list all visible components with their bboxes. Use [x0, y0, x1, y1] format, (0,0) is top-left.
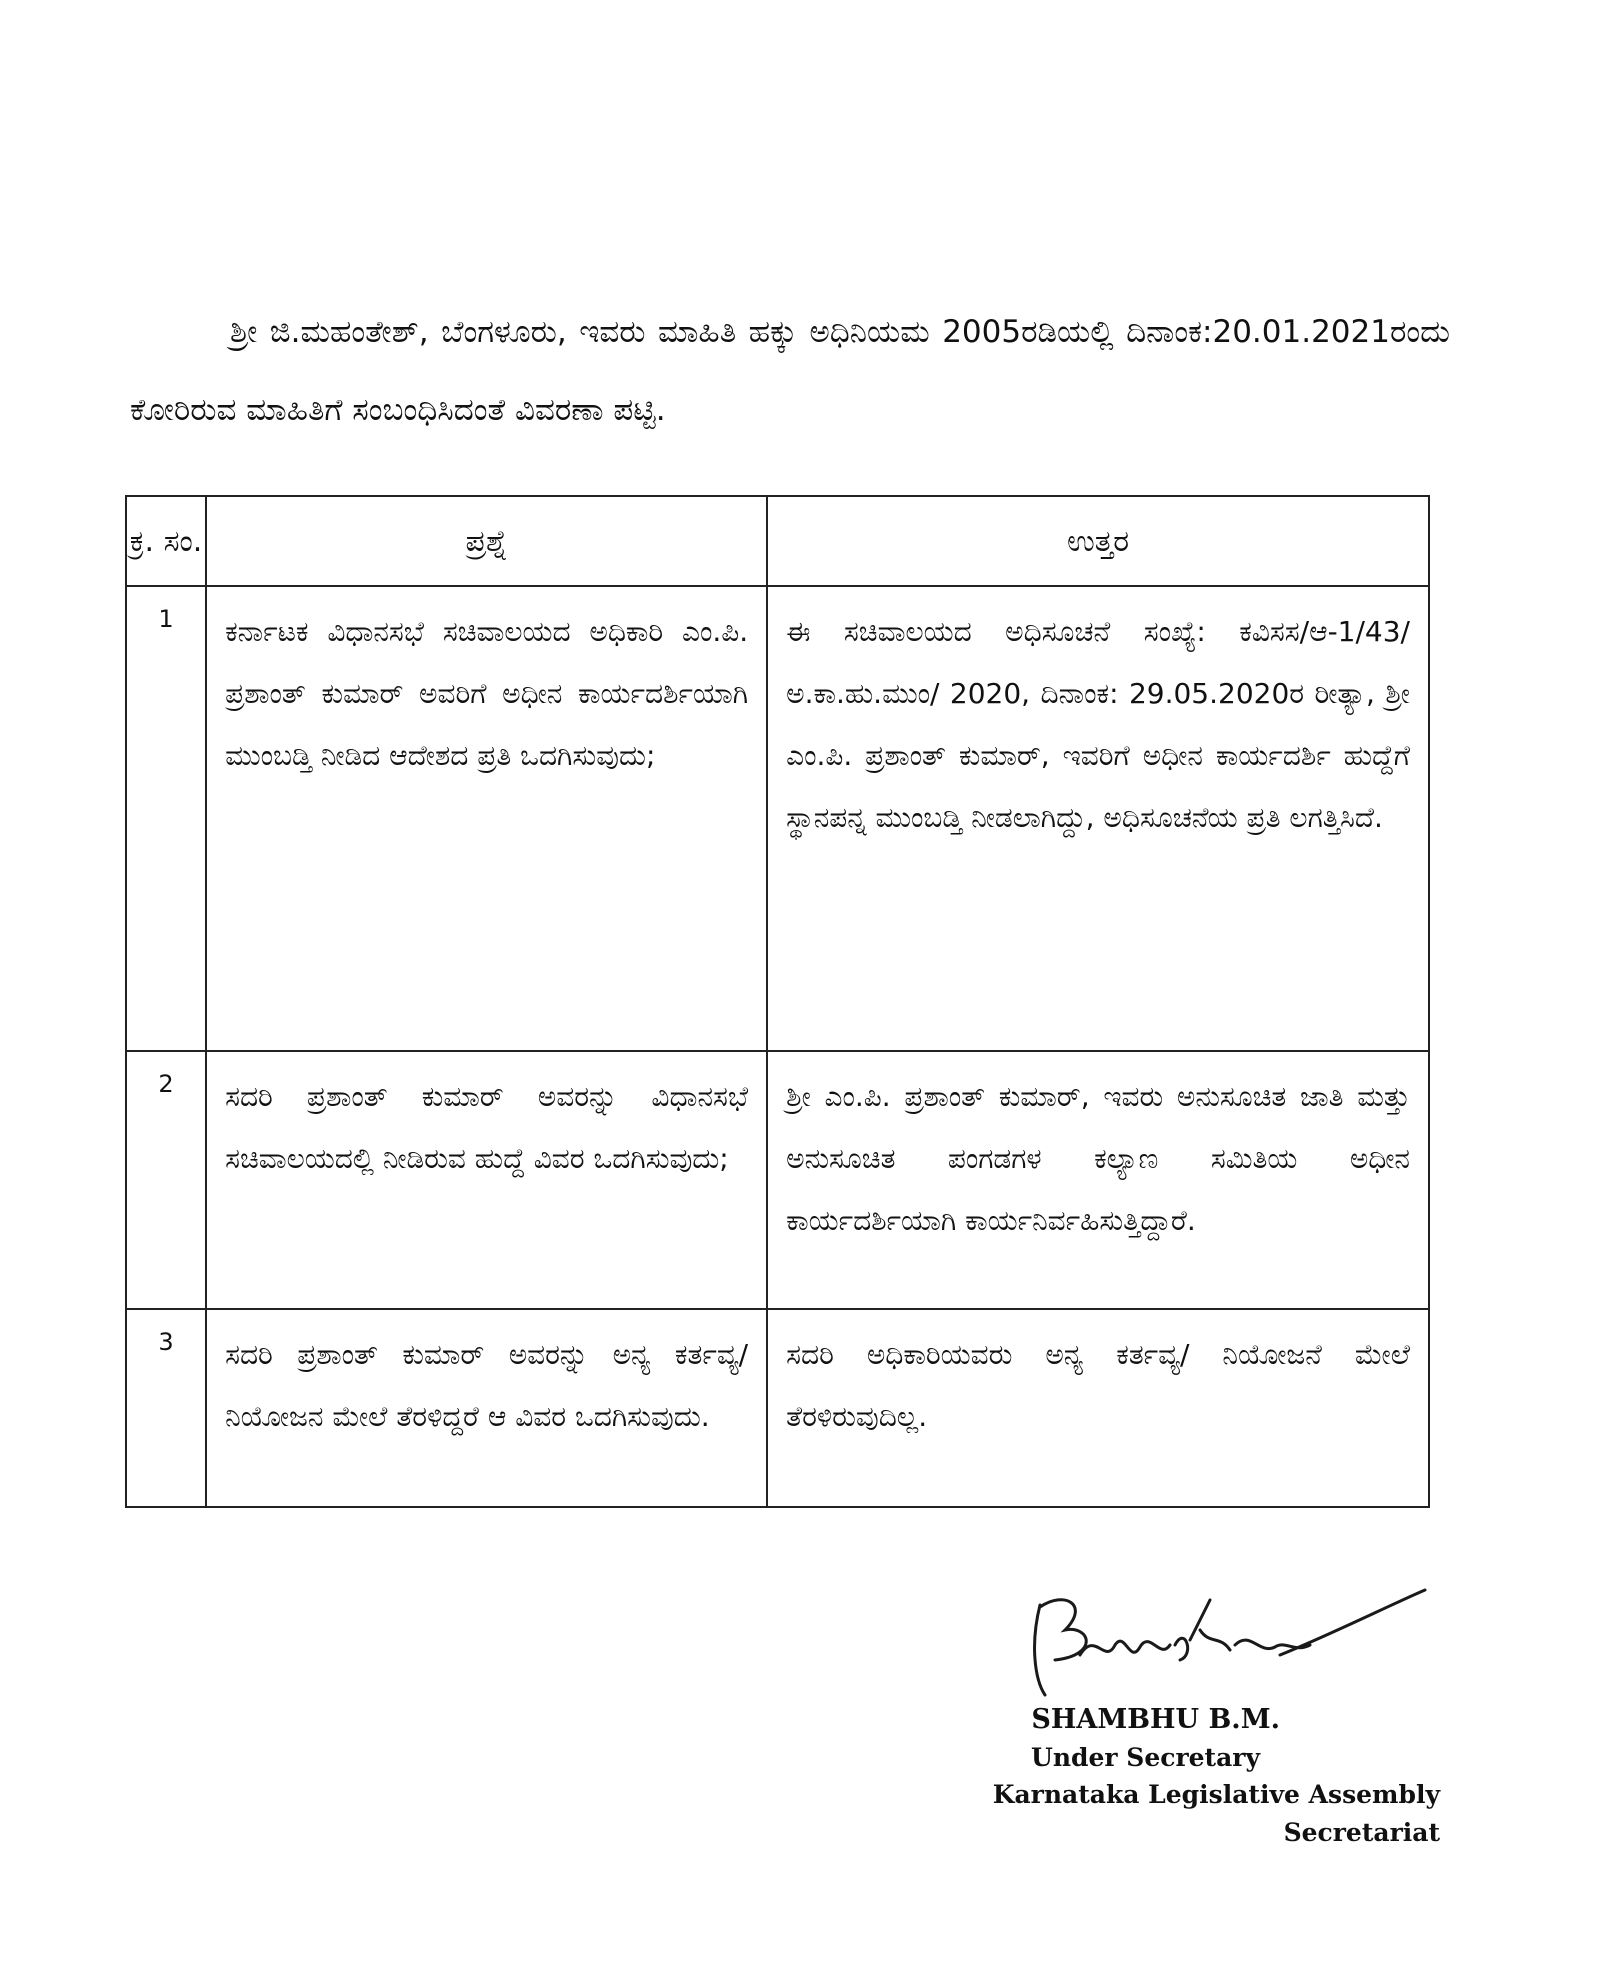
- row-serial-number: 1: [126, 586, 206, 1051]
- row-serial-number: 2: [126, 1051, 206, 1309]
- table-row: [126, 1051, 1429, 1309]
- signatory-name: SHAMBHU B.M.: [1031, 1704, 1280, 1735]
- header-answer: ಉತ್ತರ: [767, 496, 1429, 586]
- row-question: ಸದರಿ ಪ್ರಶಾಂತ್ ಕುಮಾರ್ ಅವರನ್ನು ಅನ್ಯ ಕರ್ತವ್ಯ/ ನಿಯೋಜನ ಮೇಲೆ ತೆರಳಿದ್ದರೆ ಆ ವಿವರ ಒದಗಿಸುವುದು.: [206, 1309, 767, 1507]
- intro-paragraph: ಶ್ರೀ ಜಿ.ಮಹಂತೇಶ್, ಬೆಂಗಳೂರು, ಇವರು ಮಾಹಿತಿ ಹಕ್ಕು ಅಧಿನಿಯಮ 2005ರಡಿಯಲ್ಲಿ ದಿನಾಂಕ:20.01.2021ರಂದು ಕೋರಿರುವ ಮಾಹಿತಿಗೆ ಸಂಬಂಧಿಸಿದಂತೆ ವಿವರಣಾ ಪಟ್ಟಿ.: [130, 314, 1450, 428]
- row-answer: ಈ ಸಚಿವಾಲಯದ ಅಧಿಸೂಚನೆ ಸಂಖ್ಯೆ: ಕವಿಸಸ/ಆ-1/43/ಅ.ಕಾ.ಹು.ಮುಂ/ 2020, ದಿನಾಂಕ: 29.05.2020ರ ರೀತ್ಯಾ, ಶ್ರೀ ಎಂ.ಪಿ. ಪ್ರಶಾಂತ್ ಕುಮಾರ್, ಇವರಿಗೆ ಅಧೀನ ಕಾರ್ಯದರ್ಶಿ ಹುದ್ದೆಗೆ ಸ್ಥಾನಪನ್ನ ಮುಂಬಡ್ತಿ ನೀಡಲಾಗಿದ್ದು, ಅಧಿಸೂಚನೆಯ ಪ್ರತಿ ಲಗತ್ತಿಸಿದೆ.: [767, 586, 1429, 1051]
- row-question: ಸದರಿ ಪ್ರಶಾಂತ್ ಕುಮಾರ್ ಅವರನ್ನು ವಿಧಾನಸಭೆ ಸಚಿವಾಲಯದಲ್ಲಿ ನೀಡಿರುವ ಹುದ್ದೆ ವಿವರ ಒದಗಿಸುವುದು;: [206, 1051, 767, 1309]
- row-question: ಕರ್ನಾಟಕ ವಿಧಾನಸಭೆ ಸಚಿವಾಲಯದ ಅಧಿಕಾರಿ ಎಂ.ಪಿ. ಪ್ರಶಾಂತ್ ಕುಮಾರ್ ಅವರಿಗೆ ಅಧೀನ ಕಾರ್ಯದರ್ಶಿಯಾಗಿ ಮುಂಬಡ್ತಿ ನೀಡಿದ ಆದೇಶದ ಪ್ರತಿ ಒದಗಿಸುವುದು;: [206, 586, 767, 1051]
- header-question: ಪ್ರಶ್ನೆ: [206, 496, 767, 586]
- signatory-designation: Under Secretary: [1031, 1743, 1260, 1772]
- table-row: [126, 1309, 1429, 1507]
- row-answer: ಶ್ರೀ ಎಂ.ಪಿ. ಪ್ರಶಾಂತ್ ಕುಮಾರ್, ಇವರು ಅನುಸೂಚಿತ ಜಾತಿ ಮತ್ತು ಅನುಸೂಚಿತ ಪಂಗಡಗಳ ಕಲ್ಯಾಣ ಸಮಿತಿಯ ಅಧೀನ ಕಾರ್ಯದರ್ಶಿಯಾಗಿ ಕಾರ್ಯನಿರ್ವಹಿಸುತ್ತಿದ್ದಾರೆ.: [767, 1051, 1429, 1309]
- header-serial-number: ಕ್ರ. ಸಂ.: [126, 496, 206, 586]
- table-header-row: [126, 496, 1429, 586]
- rti-response-table: [125, 495, 1430, 1508]
- row-answer: ಸದರಿ ಅಧಿಕಾರಿಯವರು ಅನ್ಯ ಕರ್ತವ್ಯ/ ನಿಯೋಜನೆ ಮೇಲೆ ತೆರಳಿರುವುದಿಲ್ಲ.: [767, 1309, 1429, 1507]
- row-serial-number: 3: [126, 1309, 206, 1507]
- signatory-block: [880, 1700, 1440, 1852]
- handwritten-signature: [1010, 1585, 1430, 1715]
- signatory-office: Karnataka Legislative Assembly Secretariat: [992, 1780, 1440, 1847]
- table-row: [126, 586, 1429, 1051]
